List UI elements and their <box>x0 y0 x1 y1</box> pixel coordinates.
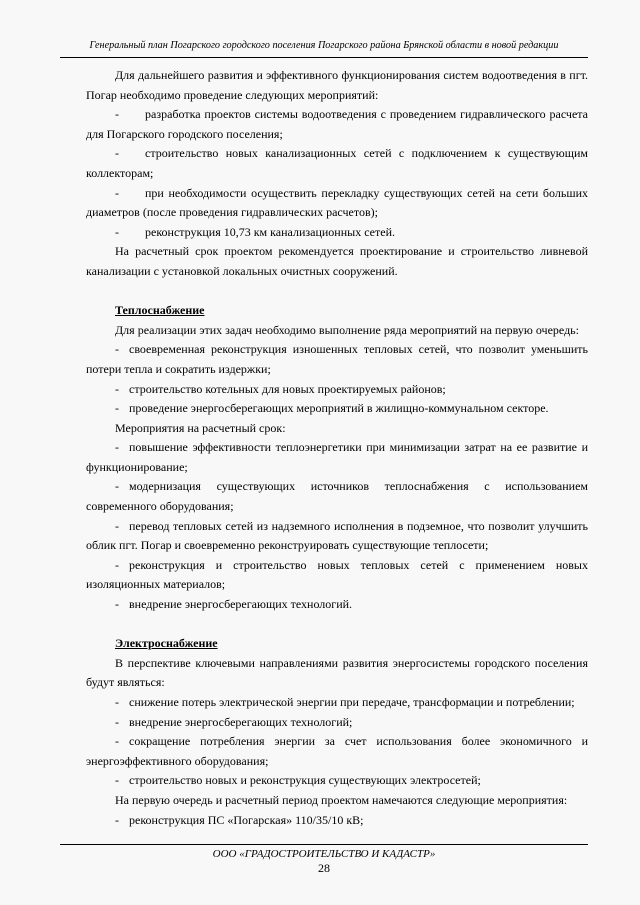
heat-later-intro: Мероприятия на расчетный срок: <box>115 420 286 435</box>
water-closing: На расчетный срок проектом рекомендуется проектирование и строительство ливневой канализации с установкой локальных очистных сооружений. <box>86 244 588 278</box>
power-item: - снижение потерь электрической энергии при передаче, трансформации и потреблении; <box>86 693 588 713</box>
dash-marker: - <box>115 734 119 749</box>
water-intro: Для дальнейшего развития и эффективного функционирования систем водоотведения в пгт. Погар необходимо проведение следующих мероприятий: <box>86 68 588 102</box>
dash-marker: - <box>115 714 119 729</box>
section-heading-power: Электроснабжение <box>115 636 218 651</box>
footer-rule <box>60 844 588 845</box>
heat-intro: Для реализации этих задач необходимо выполнение ряда мероприятий на первую очередь: <box>115 322 579 337</box>
water-item: - при необходимости осуществить перекладку существующих сетей на сети больших диаметров (после проведения гидравлических расчетов); <box>86 185 588 220</box>
water-item: - разработка проектов системы водоотведения с проведением гидравлического расчета для Погарского городского поселения; <box>86 107 588 141</box>
dash-marker: - <box>115 107 119 122</box>
heat-item: - проведение энергосберегающих мероприятий в жилищно-коммунальном секторе. <box>86 399 588 419</box>
heat-later-item: - реконструкция и строительство новых тепловых сетей с применением новых изоляционных материалов; <box>86 557 588 592</box>
dash-marker: - <box>115 146 119 161</box>
power-intro: В перспективе ключевыми направлениями развития энергосистемы городского поселения будут являться: <box>86 655 588 690</box>
header-rule <box>60 57 588 58</box>
dash-marker: - <box>115 440 119 455</box>
dash-marker: - <box>115 401 119 416</box>
power-item: - внедрение энергосберегающих технологий; <box>86 713 588 733</box>
footer-company: ООО «ГРАДОСТРОИТЕЛЬСТВО И КАДАСТР» <box>212 848 436 860</box>
power-closing: На первую очередь и расчетный период проектом намечаются следующие мероприятия: <box>115 792 568 807</box>
page-number: 28 <box>318 861 330 875</box>
dash-marker: - <box>115 557 119 572</box>
dash-marker: - <box>115 342 119 357</box>
dash-marker: - <box>115 597 119 612</box>
heat-later-item: - перевод тепловых сетей из надземного исполнения в подземное, что позволит улучшить облик пгт. Погар и своевременно реконструировать существующие теплосети; <box>86 518 588 553</box>
water-item: - реконструкция 10,73 км канализационных сетей. <box>86 223 588 243</box>
heat-item: - своевременная реконструкция изношенных тепловых сетей, что позволит уменьшить потери тепла и сократить издержки; <box>86 342 588 376</box>
dash-marker: - <box>115 695 119 709</box>
dash-marker: - <box>115 773 119 788</box>
dash-marker: - <box>115 479 119 494</box>
power-final-item: - реконструкция ПС «Погарская» 110/35/10 кВ; <box>86 811 588 831</box>
dash-marker: - <box>115 812 119 827</box>
heat-later-item: - повышение эффективности теплоэнергетики при минимизации затрат на ее развитие и функционирование; <box>86 440 588 474</box>
section-heading-heat: Теплоснабжение <box>115 303 205 318</box>
heat-later-item: - модернизация существующих источников теплоснабжения с использованием современного оборудования; <box>86 479 588 514</box>
water-item: - строительство новых канализационных сетей с подключением к существующим коллекторам; <box>86 146 588 180</box>
dash-marker: - <box>115 185 119 200</box>
heat-item: - строительство котельных для новых проектируемых районов; <box>86 380 588 400</box>
dash-marker: - <box>115 224 119 239</box>
dash-marker: - <box>115 381 119 396</box>
heat-later-item: - внедрение энергосберегающих технологий. <box>86 595 588 615</box>
dash-marker: - <box>115 518 119 533</box>
power-item: - строительство новых и реконструкция существующих электросетей; <box>86 771 588 791</box>
running-header: Генеральный план Погарского городского поселения Погарского района Брянской области в новой редакции <box>89 40 559 51</box>
power-item: - сокращение потребления энергии за счет использования более экономичного и энергоэффективного оборудования; <box>86 734 588 768</box>
page-body <box>86 66 588 830</box>
